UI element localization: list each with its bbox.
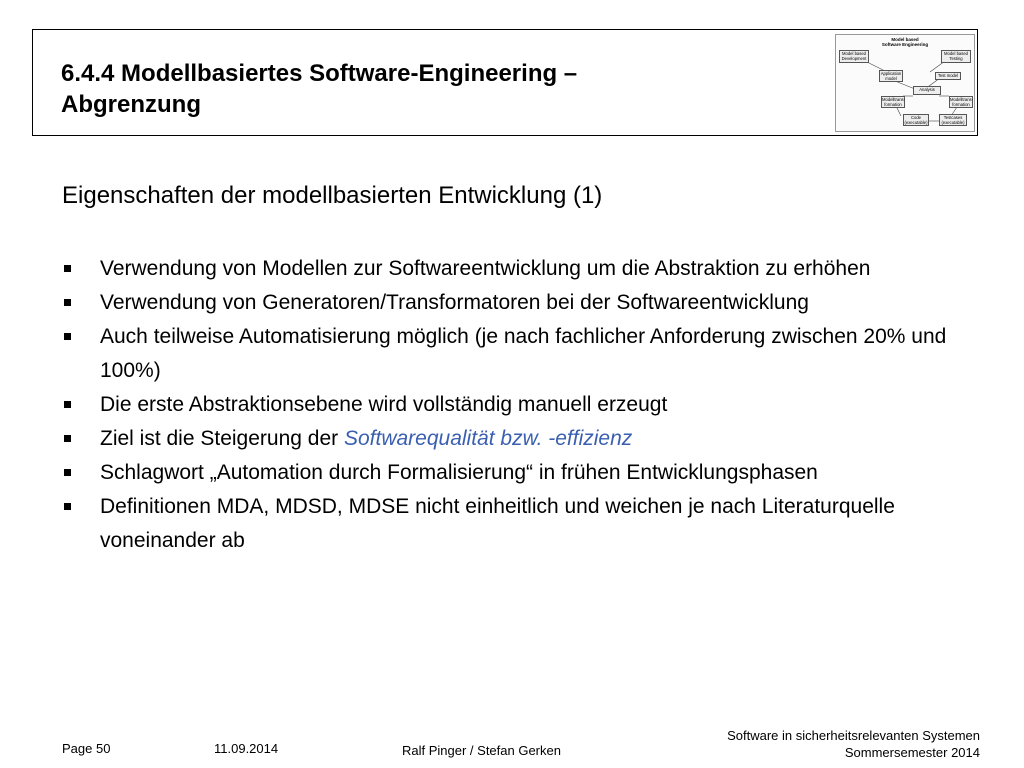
footer-page-number: Page 50 <box>62 741 111 756</box>
square-bullet-icon <box>64 435 71 442</box>
bullet-text: Definitionen MDA, MDSD, MDSE nicht einheitlich und weichen je nach Literaturquelle voneinander ab <box>100 495 895 552</box>
bullet-item <box>62 252 992 286</box>
bullet-item <box>62 490 992 558</box>
node-modelltransformation-right: Modelltrans- formation <box>950 97 974 107</box>
diagram-title <box>835 37 975 47</box>
bullet-text: Auch teilweise Automatisierung möglich (je nach fachlicher Anforderung zwischen 20% und 100%) <box>100 325 947 382</box>
square-bullet-icon <box>64 265 71 272</box>
node-application-model: Application model <box>880 71 902 81</box>
square-bullet-icon <box>64 333 71 340</box>
bullet-item <box>62 286 992 320</box>
section-subtitle: Eigenschaften der modellbasierten Entwicklung (1) <box>62 182 603 209</box>
mbse-diagram-thumbnail <box>835 34 975 132</box>
bullet-text: Verwendung von Modellen zur Softwareentwicklung um die Abstraktion zu erhöhen <box>100 257 871 280</box>
diagram-title-line1: Model based <box>891 37 919 42</box>
bullet-item <box>62 456 992 490</box>
footer-date: 11.09.2014 <box>214 741 279 756</box>
square-bullet-icon <box>64 299 71 306</box>
diagram-title-line2: Software Engineering <box>881 42 929 47</box>
footer-course <box>727 727 980 761</box>
bullet-text: Ziel ist die Steigerung der <box>100 427 344 450</box>
slide-title-line1: 6.4.4 Modellbasiertes Software-Engineering – <box>61 60 578 87</box>
square-bullet-icon <box>64 469 71 476</box>
node-testcases-executable: Testcases (executable) <box>939 114 967 126</box>
node-model-based-testing: Model based Testing <box>941 50 971 63</box>
node-code-executable: Code (executable) <box>904 115 928 125</box>
bullet-list <box>62 252 992 558</box>
square-bullet-icon <box>64 401 71 408</box>
footer-course-line2: Sommersemester 2014 <box>844 745 980 760</box>
square-bullet-icon <box>64 503 71 510</box>
bullet-item <box>62 422 992 456</box>
node-modelltransformation-left: Modelltrans- formation <box>882 97 906 107</box>
footer-course-line1: Software in sicherheitsrelevanten Systemen <box>727 728 980 743</box>
bullet-item <box>62 320 992 388</box>
node-test-model: Test model <box>935 72 961 80</box>
bullet-highlight: Softwarequalität bzw. -effizienz <box>343 427 633 450</box>
bullet-item <box>62 388 992 422</box>
slide-title-line2: Abgrenzung <box>61 91 201 118</box>
slide-title <box>61 58 781 120</box>
bullet-text: Die erste Abstraktionsebene wird vollständig manuell erzeugt <box>100 393 668 416</box>
node-model-based-development: Model based Development <box>839 50 869 63</box>
bullet-text: Verwendung von Generatoren/Transformatoren bei der Softwareentwicklung <box>100 291 809 314</box>
slide-header <box>32 29 978 136</box>
footer-authors: Ralf Pinger / Stefan Gerken <box>402 743 561 758</box>
node-analysis: Analysis <box>913 86 941 95</box>
bullet-text: Schlagwort „Automation durch Formalisierung“ in frühen Entwicklungsphasen <box>100 461 818 484</box>
